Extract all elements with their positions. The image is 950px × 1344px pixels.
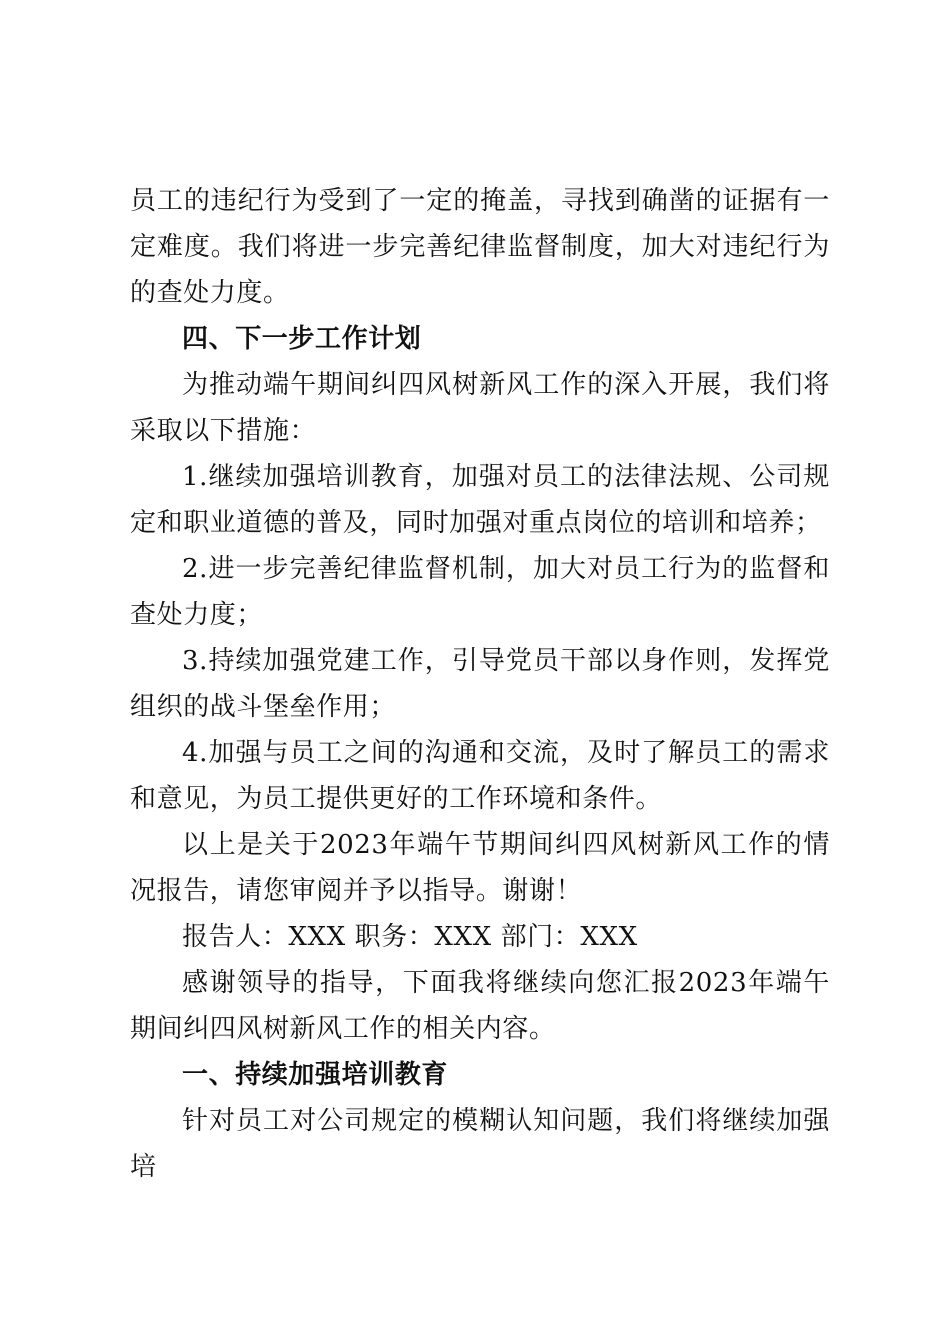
reporter-line: 报告人：XXX 职务：XXX 部门：XXX xyxy=(182,922,638,952)
paragraph-continuation-intro: 感谢领导的指导，下面我将继续向您汇报2023年端午期间纠四风树新风工作的相关内容。 xyxy=(130,968,830,1044)
paragraph-training-start: 针对员工对公司规定的模糊认知问题，我们将继续加强培 xyxy=(130,1106,830,1182)
list-item-3: 3.持续加强党建工作，引导党员干部以身作则，发挥党组织的战斗堡垒作用； xyxy=(130,646,830,722)
section-heading-training: 一、持续加强培训教育 xyxy=(182,1060,449,1090)
document-body xyxy=(130,178,830,1190)
paragraph-continued: 员工的违纪行为受到了一定的掩盖，寻找到确凿的证据有一定难度。我们将进一步完善纪律监督制度，加大对违纪行为的查处力度。 xyxy=(130,186,830,308)
paragraph-measures-intro: 为推动端午期间纠四风树新风工作的深入开展，我们将采取以下措施： xyxy=(130,370,830,446)
section-heading-next-steps: 四、下一步工作计划 xyxy=(182,324,422,354)
paragraph-closing: 以上是关于2023年端午节期间纠四风树新风工作的情况报告，请您审阅并予以指导。谢谢！ xyxy=(130,830,830,906)
list-item-4: 4.加强与员工之间的沟通和交流，及时了解员工的需求和意见，为员工提供更好的工作环境和条件。 xyxy=(130,738,830,814)
list-item-1: 1.继续加强培训教育，加强对员工的法律法规、公司规定和职业道德的普及，同时加强对重点岗位的培训和培养； xyxy=(130,462,830,538)
list-item-2: 2.进一步完善纪律监督机制，加大对员工行为的监督和查处力度； xyxy=(130,554,830,630)
